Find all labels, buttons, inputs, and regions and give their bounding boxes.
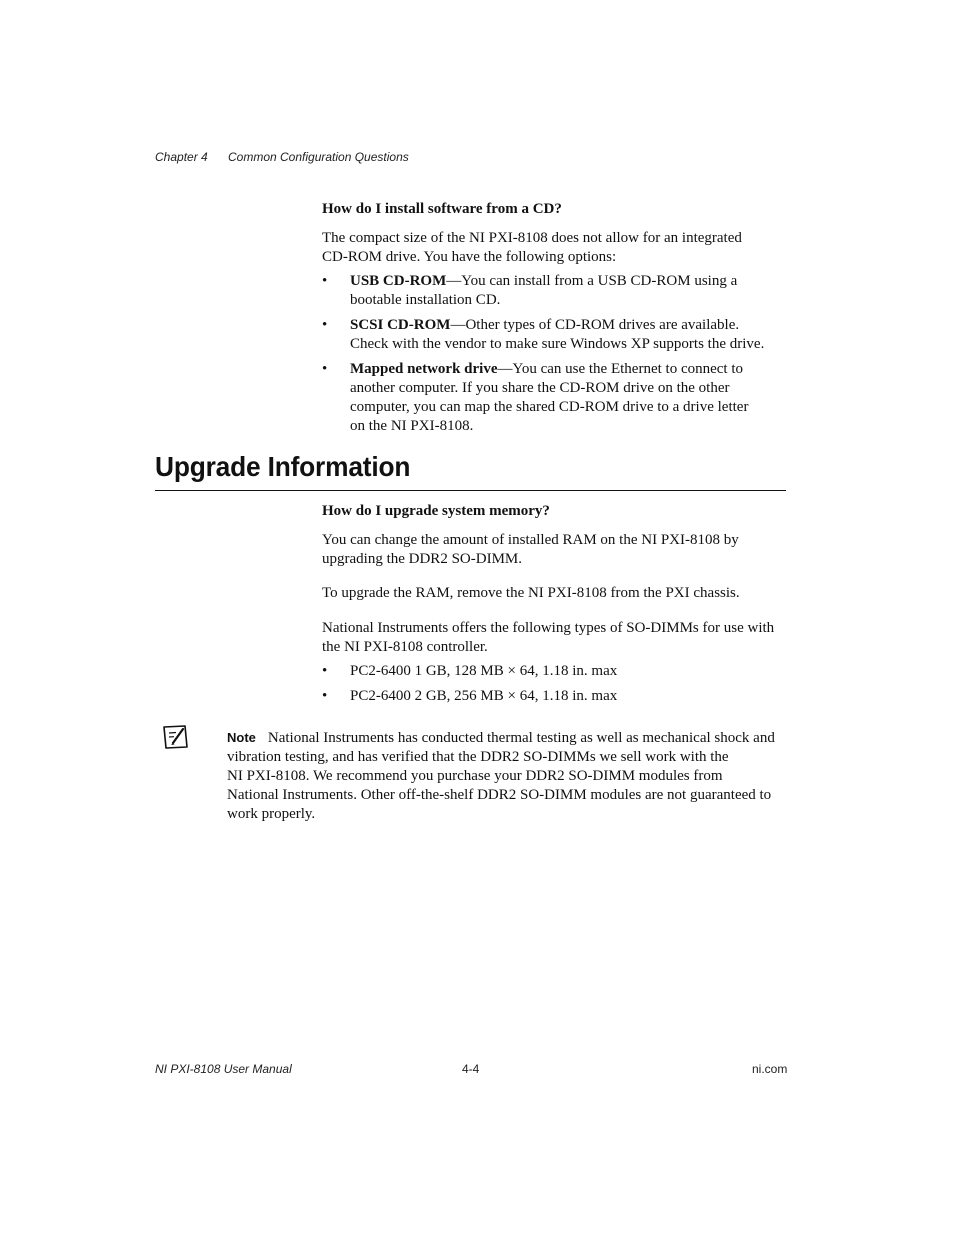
cd-intro-line: The compact size of the NI PXI-8108 does not allow for an integrated: [322, 230, 742, 246]
memory-paragraph: To upgrade the RAM, remove the NI PXI-8108 from the PXI chassis.: [322, 585, 740, 601]
cd-option-term: SCSI CD-ROM: [350, 317, 451, 333]
section-heading: Upgrade Information: [155, 451, 411, 482]
cd-option-term: Mapped network drive: [350, 361, 498, 377]
section-rule: [155, 490, 786, 491]
cd-question-heading: How do I install software from a CD?: [322, 201, 562, 217]
bullet-dot: •: [322, 317, 328, 333]
cd-option-text: [350, 360, 790, 436]
cd-option-desc: —You can install from a USB CD-ROM using a: [446, 273, 738, 289]
bullet-dot: •: [322, 361, 328, 377]
note-label: Note: [227, 730, 256, 745]
memory-line: National Instruments offers the following types of SO-DIMMs for use with: [322, 620, 775, 636]
memory-line: You can change the amount of installed RAM on the NI PXI-8108 by: [322, 532, 739, 548]
bullet-dot: •: [322, 663, 328, 679]
memory-question-heading: How do I upgrade system memory?: [322, 503, 550, 519]
cd-option-network: [322, 360, 792, 436]
note-icon: [161, 723, 191, 751]
running-head-chapter: Chapter 4: [155, 150, 208, 164]
cd-intro-line: CD-ROM drive. You have the following options:: [322, 249, 617, 265]
sodimm-option-text: PC2-6400 2 GB, 256 MB × 64, 1.18 in. max: [350, 688, 618, 704]
cd-option-desc: —You can use the Ethernet to connect to: [497, 361, 744, 377]
cd-option-term: USB CD-ROM: [350, 273, 447, 289]
memory-line: the NI PXI-8108 controller.: [322, 639, 488, 655]
sodimm-option: [322, 662, 792, 681]
memory-paragraph: [322, 619, 792, 657]
memory-line: upgrading the DDR2 SO-DIMM.: [322, 551, 522, 567]
footer-page-number: 4-4: [462, 1062, 480, 1076]
cd-option-usb: [322, 272, 792, 310]
cd-option-desc: Check with the vendor to make sure Windows XP supports the drive.: [350, 336, 765, 352]
bullet-dot: •: [322, 273, 328, 289]
footer-manual-title: NI PXI-8108 User Manual: [155, 1062, 292, 1076]
cd-option-desc: on the NI PXI-8108.: [350, 418, 474, 434]
note-text: vibration testing, and has verified that the DDR2 SO-DIMMs we sell work with the: [227, 749, 729, 765]
memory-paragraph: [322, 531, 792, 569]
cd-option-text: [350, 272, 790, 310]
cd-option-desc: —Other types of CD-ROM drives are available.: [450, 317, 740, 333]
cd-intro-paragraph: [322, 229, 792, 267]
note-text: NI PXI-8108. We recommend you purchase your DDR2 SO-DIMM modules from: [227, 768, 723, 784]
bullet-dot: •: [322, 688, 328, 704]
cd-option-scsi: [322, 316, 792, 354]
note-text: National Instruments has conducted thermal testing as well as mechanical shock and: [267, 730, 775, 746]
running-head-title: Common Configuration Questions: [228, 150, 409, 164]
cd-option-desc: computer, you can map the shared CD-ROM drive to a drive letter: [350, 399, 749, 415]
footer-website: ni.com: [752, 1062, 788, 1076]
note-text: work properly.: [227, 806, 316, 822]
cd-option-desc: another computer. If you share the CD-ROM drive on the other: [350, 380, 730, 396]
cd-option-desc: bootable installation CD.: [350, 292, 501, 308]
sodimm-option: [322, 687, 792, 706]
sodimm-option-text: PC2-6400 1 GB, 128 MB × 64, 1.18 in. max: [350, 663, 618, 679]
cd-option-text: [350, 316, 790, 354]
note-block: [227, 728, 792, 824]
note-text: National Instruments. Other off-the-shelf DDR2 SO-DIMM modules are not guaranteed to: [227, 787, 772, 803]
